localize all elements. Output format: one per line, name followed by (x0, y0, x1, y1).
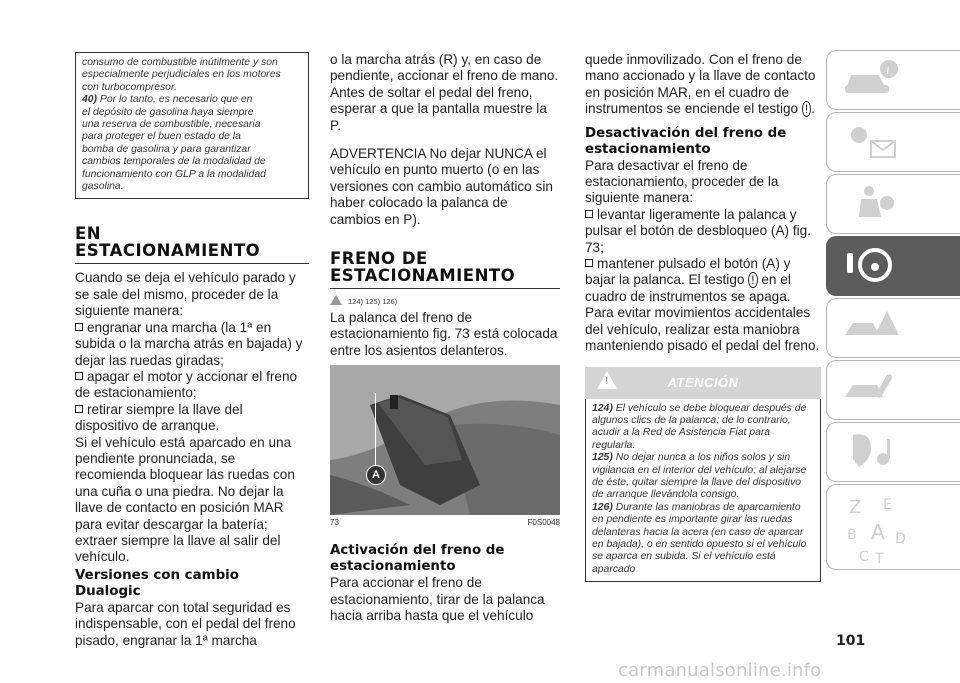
multimedia-tab[interactable] (826, 422, 960, 482)
attention-note (592, 502, 814, 576)
column-middle (330, 52, 560, 625)
brake-warning-light-icon: ! (802, 101, 811, 117)
refs-text: 124) 125) 126) (348, 297, 398, 307)
svg-text:A: A (871, 520, 885, 544)
car-info-tab[interactable] (826, 50, 960, 110)
attention-title: ATENCIÓN (667, 374, 739, 390)
bullet-text: retirar siempre la llave del dispositivo de arranque. (75, 401, 243, 434)
svg-text:i: i (886, 63, 890, 77)
section-title-line: ESTACIONAMIENTO (75, 241, 261, 261)
bullet-text: engranar una marcha (la 1ª en subida o la marcha atrás en bajada) y dejar las ruedas giradas; (75, 319, 303, 368)
paragraph: Para evitar movimientos accidentales del vehículo, realizar esta maniobra manteniendo pisado el pedal del freno. (585, 305, 820, 354)
paragraph: Si el vehículo está aparcado en una pendiente pronunciada, se recomienda bloquear las ruedas con una cuña o una piedra. No dejar la llave de contacto en posición MAR para evitar descargar la batería; extraer siempre la llave al salir del vehículo. (75, 434, 295, 565)
svg-text:B: B (847, 527, 857, 543)
note-line: especialmente perjudiciales en los motores (82, 69, 281, 81)
brake-warning-light-icon: ! (748, 272, 757, 288)
bullet-text: mantener pulsado el botón (A) y bajar la palanca. El testigo (585, 256, 791, 288)
svg-text:T: T (875, 551, 884, 565)
driving-tab[interactable] (826, 236, 960, 296)
bullet-text: apagar el motor y accionar el freno de estacionamiento; (75, 368, 298, 401)
note-line: una reserva de combustible, necesaria (82, 119, 261, 131)
alphabet-icon (841, 491, 921, 565)
warning-lights-tab[interactable] (826, 112, 960, 172)
paragraph (585, 52, 821, 118)
handbrake-lever-photo (330, 365, 560, 515)
note-line: bomba de gasolina y para garantizar (82, 143, 251, 155)
figure-number: 73 (330, 518, 339, 528)
column-left (75, 52, 309, 649)
callout-line (375, 393, 376, 465)
warning-paragraph: ADVERTENCIA No dejar NUNCA el vehículo en punto muerto (o en las versiones con cambio automático sin haber colocado la palanca de cambios en P). (330, 146, 553, 227)
section-title-line: FRENO DE (330, 249, 428, 269)
note-number: 124) (592, 402, 613, 414)
svg-text:C: C (859, 549, 869, 565)
attention-header (585, 367, 821, 399)
index-tab[interactable] (826, 484, 960, 570)
bullet-item (75, 320, 309, 369)
svg-text:Z: Z (849, 497, 862, 518)
bullet-item (585, 207, 821, 256)
figure-code: F0S0048 (527, 518, 560, 528)
paragraph: La palanca del freno de estacionamiento fig. 73 está colocada entre los asientos delanteros. (330, 310, 558, 358)
parking-text (75, 270, 309, 649)
paragraph: Para aparcar con total seguridad es indispensable, con el pedal del freno pisado, engranar la 1ª marcha (75, 599, 296, 648)
warning-lights-icon (841, 119, 901, 163)
paragraph: Para accionar el freno de estacionamiento, tirar de la palanca hacia arriba hasta que el vehículo (330, 575, 545, 624)
bullet-text: en el cuadro de instrumentos se apaga. (585, 272, 791, 304)
footnote-box (75, 52, 309, 199)
page-number: 101 (836, 633, 866, 649)
subtitle-dualogic: Versiones con cambio Dualogic (75, 567, 239, 599)
steering-wheel-icon (841, 243, 901, 287)
attention-note (592, 403, 814, 453)
square-bullet-icon (585, 259, 593, 267)
attention-notes (585, 399, 821, 583)
note-text: El vehículo se debe bloquear después de algunos clics de la palanca; de lo contrario, acudir a la Red de Asistencia Fiat para regularla. (592, 402, 807, 451)
note-number: 126) (592, 501, 613, 513)
emergency-tab[interactable] (826, 298, 960, 358)
safety-tab[interactable] (826, 174, 960, 234)
bullet-item (585, 256, 821, 305)
note-line: con turbocompresor. (82, 81, 177, 93)
section-title-parking-brake (330, 250, 560, 289)
airbag-icon (841, 181, 901, 225)
warning-triangle-car-icon (841, 305, 901, 349)
section-title-line: EN (75, 224, 102, 244)
bullet-item (75, 402, 309, 435)
bullet-text: levantar ligeramente la palanca y pulsar el botón de desbloqueo (A) fig. 73; (585, 206, 811, 255)
bullet-item (75, 369, 309, 402)
note-40 (82, 94, 302, 106)
svg-text:D: D (895, 531, 906, 547)
paragraph: Para desactivar el freno de estacionamiento, proceder de la siguiente manera: (585, 157, 779, 206)
note-number: 40) (82, 94, 98, 106)
watermark: carmanualsonline.info (618, 660, 822, 681)
note-number: 125) (592, 452, 613, 464)
square-bullet-icon (75, 323, 83, 331)
section-title-parking (75, 225, 309, 264)
square-bullet-icon (75, 372, 83, 380)
square-bullet-icon (585, 210, 593, 218)
paragraph: Cuando se deja el vehículo parado y se sale del mismo, proceder de la siguiente manera: (75, 270, 296, 319)
paragraph: o la marcha atrás (R) y, en caso de pendiente, accionar el freno de mano. Antes de soltar el pedal del freno, esperar a que la pantalla muestre la P. (330, 52, 559, 133)
wrench-car-icon (841, 367, 901, 411)
note-line: Por lo tanto, es necesario que en (99, 94, 253, 106)
figure-caption (330, 518, 560, 527)
note-line: gasolina. (82, 181, 124, 193)
section-title-line: ESTACIONAMIENTO (330, 266, 516, 286)
middle-text (330, 52, 560, 228)
note-text: Durante las maniobras de aparcamiento en pendiente es importante girar las ruedas delanteras hacia la acera (en caso de aparcar en bajada), o en sentido opuesto si el vehículo se aparca en subida. Si el vehículo está aparcado (592, 501, 807, 575)
note-line: consumo de combustible inútilmente y son (82, 57, 278, 68)
subtitle-deactivation: Desactivación del freno de estacionamiento (585, 125, 787, 157)
note-line: el depósito de gasolina haya siempre (82, 106, 254, 118)
note-line: para proteger el buen estado de la (82, 131, 241, 143)
attention-note (592, 452, 814, 502)
warning-refs (330, 295, 560, 306)
multimedia-icon (841, 429, 901, 473)
column-right (585, 52, 821, 582)
paragraph-text: quede inmovilizado. Con el freno de mano accionado y la llave de contacto en posición MAR, en el cuadro de instrumentos se enciende el testigo (585, 52, 816, 117)
figure-handbrake (330, 365, 560, 515)
callout-a: A (366, 465, 386, 485)
svg-text:E: E (883, 497, 892, 513)
maintenance-tab[interactable] (826, 360, 960, 420)
note-line: cambios temporales de la modalidad de (82, 156, 266, 168)
subtitle-activation: Activación del freno de estacionamiento (330, 543, 505, 575)
note-text: No dejar nunca a los niños solos y sin vigilancia en el interior del vehículo; al alejarse de éste, quitar siempre la llave del dispositivo de arranque llevándola consigo. (592, 452, 807, 501)
car-info-icon (841, 57, 901, 101)
square-bullet-icon (75, 405, 83, 413)
warning-triangle-icon (330, 295, 342, 305)
right-text (585, 52, 821, 355)
paragraph-end: . (811, 101, 815, 117)
warning-triangle-icon: ! (597, 371, 617, 389)
note-line: funcionamiento con GLP a la modalidad (82, 168, 266, 180)
